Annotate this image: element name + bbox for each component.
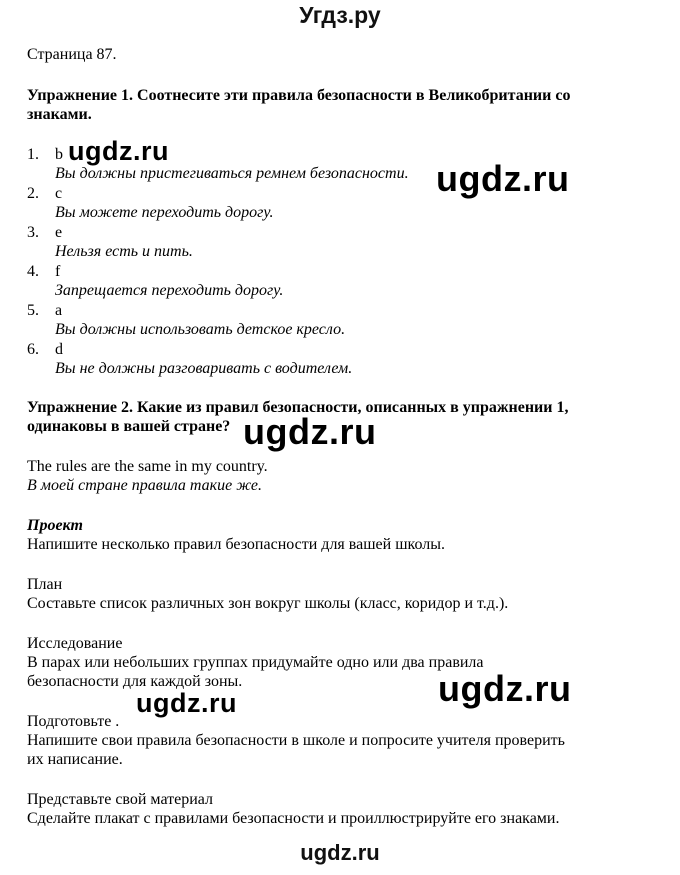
- list-item-letter: d: [55, 341, 63, 358]
- list-item-number: 5.: [27, 302, 39, 319]
- prepare-text-line2: их написание.: [27, 751, 123, 768]
- list-item-translation: Вы должны использовать детское кресло.: [55, 321, 346, 338]
- list-item-translation: Запрещается переходить дорогу.: [55, 282, 284, 299]
- watermark: ugdz.ru: [136, 688, 237, 718]
- list-item-letter: a: [55, 302, 63, 319]
- present-text: Сделайте плакат с правилами безопасности и проиллюстрируйте его знаками.: [27, 810, 560, 827]
- footer-site-link[interactable]: ugdz.ru: [300, 840, 380, 865]
- list-item-letter: b: [55, 146, 63, 163]
- plan-heading: План: [27, 576, 63, 593]
- list-item-number: 2.: [27, 185, 39, 202]
- plan-text: Составьте список различных зон вокруг школы (класс, коридор и т.д.).: [27, 595, 509, 612]
- prepare-heading: Подготовьте .: [27, 713, 120, 730]
- exercise2-title-line1: Упражнение 2. Какие из правил безопасности, описанных в упражнении 1,: [27, 399, 569, 416]
- list-item-letter: f: [55, 263, 61, 280]
- list-item-number: 6.: [27, 341, 39, 358]
- research-text-line2: безопасности для каждой зоны.: [27, 673, 243, 690]
- list-item-translation: Нельзя есть и пить.: [55, 243, 193, 260]
- exercise1-title-line2: знаками.: [27, 106, 92, 123]
- watermark: ugdz.ru: [438, 668, 572, 709]
- exercise2-title-line2: одинаковы в вашей стране?: [27, 418, 231, 435]
- list-item-translation: Вы должны пристегиваться ремнем безопасности.: [55, 165, 409, 182]
- list-item-number: 1.: [27, 146, 39, 163]
- research-text-line1: В парах или небольших группах придумайте одно или два правила: [27, 654, 484, 671]
- site-title: Угдз.ру: [299, 2, 381, 28]
- prepare-text-line1: Напишите свои правила безопасности в школе и попросите учителя проверить: [27, 732, 565, 749]
- watermark: ugdz.ru: [243, 411, 377, 452]
- exercise1-title-line1: Упражнение 1. Соотнесите эти правила безопасности в Великобритании со: [27, 87, 571, 104]
- present-heading: Представьте свой материал: [27, 791, 214, 808]
- list-item-letter: e: [55, 224, 63, 241]
- watermark: ugdz.ru: [436, 158, 570, 199]
- project-intro: Напишите несколько правил безопасности для вашей школы.: [27, 536, 446, 553]
- exercise2-answer-ru: В моей стране правила такие же.: [27, 477, 263, 494]
- project-heading: Проект: [27, 517, 83, 534]
- list-item-number: 3.: [27, 224, 39, 241]
- page-label: Страница 87.: [27, 46, 117, 63]
- exercise2-answer-en: The rules are the same in my country.: [27, 458, 268, 475]
- list-item-translation: Вы не должны разговаривать с водителем.: [55, 360, 353, 377]
- list-item-number: 4.: [27, 263, 39, 280]
- watermark: ugdz.ru: [68, 136, 169, 166]
- list-item-letter: c: [55, 185, 63, 202]
- research-heading: Исследование: [27, 635, 123, 652]
- list-item-translation: Вы можете переходить дорогу.: [55, 204, 274, 221]
